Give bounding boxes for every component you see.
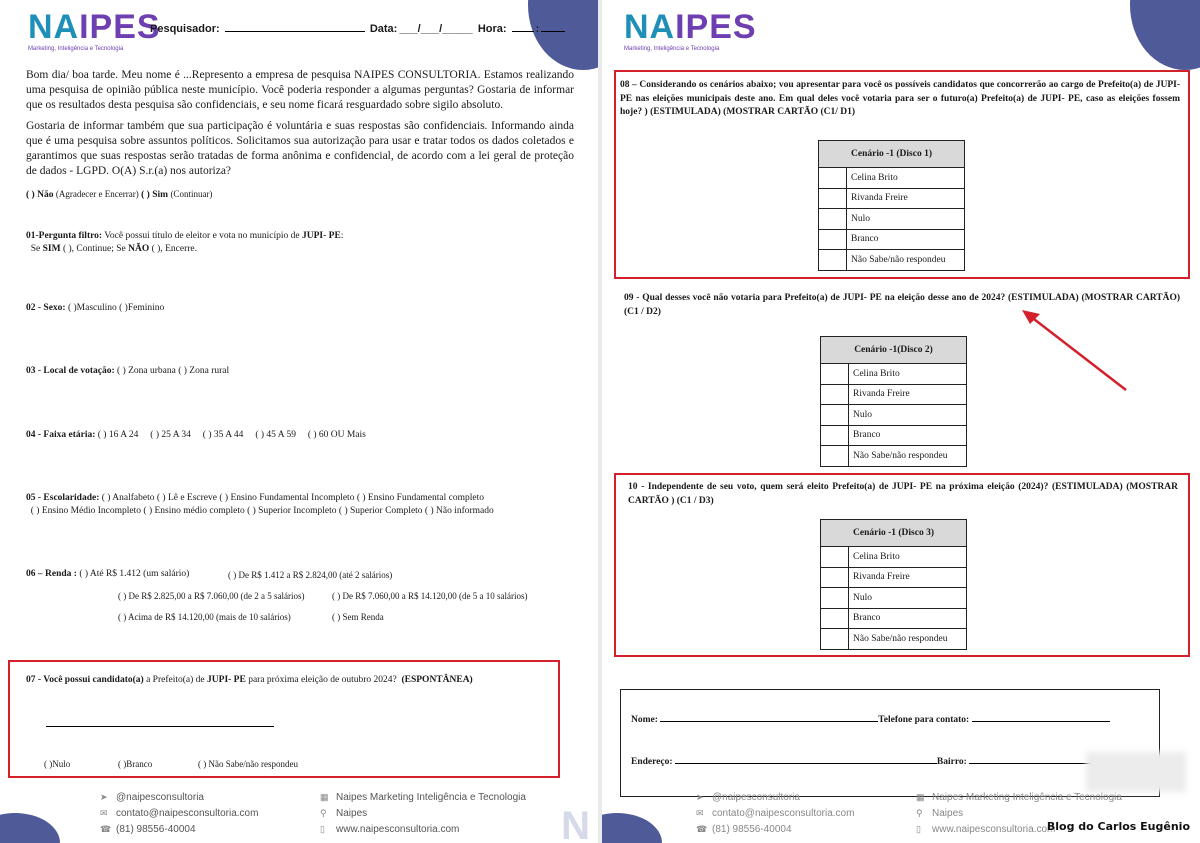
table-title: Cenário -1 (Disco 1) [819,141,965,168]
table-row[interactable]: Não Sabe/não respondeu [821,629,967,650]
consent-options [26,188,212,202]
naipes-logo: NAIPES Marketing, Inteligência e Tecnologia [624,8,757,52]
company-short: Naipes [336,808,368,819]
send-icon: ➤ [100,792,108,802]
building-icon: ▦ [916,792,925,802]
phone-icon: ☎ [100,824,112,834]
address-label: Endereço: [631,757,673,767]
pin-icon: ⚲ [320,808,327,818]
question-10: 10 - Independente de seu voto, quem será eleito Prefeito(a) de JUPI- PE na próxima eleição (2024)? (ESTIMULADA) (MOSTRAR CARTÃO ) (C1 / D3) [628,482,1178,506]
decorative-circle [528,0,598,70]
table-title: Cenário -1(Disco 2) [821,337,967,364]
scenario-table-disco-3 [820,519,967,650]
q07-option-nulo[interactable]: ( )Nulo [44,759,71,769]
respondent-contact-box [620,689,1160,797]
email-address: contato@naipesconsultoria.com [116,808,259,819]
table-row[interactable]: Não Sabe/não respondeu [821,446,967,467]
income-option[interactable]: ( ) Até R$ 1.412 (um salário) [79,569,190,579]
red-arrow-annotation [1020,308,1130,394]
age-option[interactable]: ( ) 35 A 44 [202,430,244,440]
table-row[interactable]: Celina Brito [821,364,967,385]
globe-icon: ▯ [320,824,325,834]
footer-contacts: ➤ @naipesconsultoria ✉ contato@naipesconsultoria.com ☎ (81) 98556-40004 [696,789,854,837]
phone-field[interactable] [972,712,1110,722]
table-row[interactable]: Branco [819,229,965,250]
consent-yes-option[interactable]: ( ) Sim (Continuar) [141,189,213,200]
pin-icon: ⚲ [916,808,923,818]
pesquisador-field[interactable] [225,22,365,32]
website: www.naipesconsultoria.com [336,824,460,835]
question-06: 06 – Renda : ( ) Até R$ 1.412 (um salário) [26,569,190,579]
table-row[interactable]: Branco [821,608,967,629]
send-icon: ➤ [696,792,704,802]
phone-label: Telefone para contato: [878,715,970,725]
decorative-circle [602,813,662,843]
questionnaire-page-1 [0,0,598,843]
question-03: 03 - Local de votação: ( ) Zona urbana ( ) Zona rural [26,366,230,376]
pesquisador-label: Pesquisador: [150,23,220,35]
consent-no-option[interactable]: ( ) Não (Agradecer e Encerrar) [26,189,139,200]
globe-icon: ▯ [916,824,921,834]
scenario-table-disco-1 [818,140,965,271]
income-option[interactable]: ( ) Sem Renda [332,612,384,622]
logo-subtitle: Marketing, Inteligência e Tecnologia [28,46,124,52]
consent-paragraph: Gostaria de informar também que sua participação é voluntária e suas respostas são confidenciais. Informando ainda que é uma pesquisa sobre assuntos políticos. Solicitamos sua autorização para usar e tratar todos os dados coletados e garantimos que suas respostas serão tratadas de forma anônima e confidencial, de acordo com a lei geral de proteção de dados - LGPD. O(A) S.r.(a) nos autoriza? [26,120,574,177]
naipes-logo: NAIPES Marketing, Inteligência e Tecnologia [28,8,161,52]
watermark-logo: N [561,804,590,843]
age-option[interactable]: ( ) 25 A 34 [150,430,191,440]
name-field[interactable] [660,712,878,722]
question-04: 04 - Faixa etária: ( ) 16 A 24 ( ) 25 A 34 ( ) 35 A 44 ( ) 45 A 59 ( ) 60 OU Mais [26,430,366,440]
table-title: Cenário -1 (Disco 3) [821,520,967,547]
table-row[interactable]: Rivanda Freire [819,188,965,209]
table-row[interactable]: Rivanda Freire [821,567,967,588]
table-row[interactable]: Celina Brito [821,547,967,568]
footer-contacts [100,789,258,837]
address-field[interactable] [675,754,937,764]
question-02: 02 - Sexo: ( )Masculino ( )Feminino [26,303,165,313]
blog-credit-watermark: Blog do Carlos Eugênio [1046,820,1190,833]
neighborhood-label: Bairro: [936,757,967,767]
hora-field-h[interactable] [512,22,534,32]
blurred-area [1086,752,1186,792]
phone-number: (81) 98556-40004 [116,824,196,835]
education-options-row2[interactable]: ( ) Ensino Médio Incompleto ( ) Ensino médio completo ( ) Superior Incompleto ( ) Superior Completo ( ) Não informado [30,506,494,516]
q07-option-branco[interactable]: ( )Branco [118,759,153,769]
age-option[interactable]: ( ) 16 A 24 [97,430,139,440]
table-row[interactable]: Celina Brito [819,168,965,189]
question-01: 01-Pergunta filtro: Você possui título de eleitor e vota no município de JUPI- PE: Se SIM ( ), Continue; Se NÃO ( ), Encerre. [26,231,344,254]
decorative-circle [0,813,60,843]
survey-header-fields: Pesquisador: Data: ___/___/_____ Hora: : [150,22,567,35]
instagram-handle: @naipesconsultoria [116,792,204,803]
question-08: 08 – Considerando os cenários abaixo; vou apresentar para você os possíveis candidatos que concorrerão ao cargo de Prefeito(a) de JUPI- PE nas eleições municipais deste ano. Em qual deles você votaria para ser o futuro(a) Prefeito(a) de JUPI- PE, caso as eleições fossem hoje? ) (ESTIMULADA) (MOSTRAR CARTÃO (C1/ D1) [620,80,1180,117]
table-row[interactable]: Nulo [821,405,967,426]
table-row[interactable]: Nulo [821,588,967,609]
scenario-table-disco-2 [820,336,967,467]
data-label: Data: [369,23,398,35]
neighborhood-field[interactable] [969,754,1101,764]
education-options-row1[interactable]: ( ) Analfabeto ( ) Lê e Escreve ( ) Ensino Fundamental Incompleto ( ) Ensino Fundamental completo [101,493,484,503]
sex-options[interactable]: ( )Masculino ( )Feminino [67,303,165,313]
age-option[interactable]: ( ) 60 OU Mais [307,430,366,440]
company-name: Naipes Marketing Inteligência e Tecnologia [336,792,526,803]
voting-location-options[interactable]: ( ) Zona urbana ( ) Zona rural [117,366,230,376]
logo-subtitle: Marketing, Inteligência e Tecnologia [624,46,720,52]
footer-company: ▦ Naipes Marketing Inteligência e Tecnologia ⚲ Naipes ▯ www.naipesconsultoria.com [916,789,1122,837]
question-05: 05 - Escolaridade: ( ) Analfabeto ( ) Lê e Escreve ( ) Ensino Fundamental Incompleto ( ) Ensino Fundamental completo ( ) Ensino Médio Incompleto ( ) Ensino médio completo ( ) Superior Incompleto ( ) Superior Completo ( ) Não informado [26,493,494,516]
income-option[interactable]: ( ) De R$ 1.412 a R$ 2.824,00 (até 2 salários) [228,570,393,580]
name-label: Nome: [631,715,658,725]
table-row[interactable]: Nulo [819,209,965,230]
table-row[interactable]: Branco [821,425,967,446]
question-09: 09 - Qual desses você não votaria para Prefeito(a) de JUPI- PE na eleição desse ano de 2024? (ESTIMULADA) (MOSTRAR CARTÃO) (C1 / D2) [624,293,1180,317]
income-option[interactable]: ( ) De R$ 7.060,00 a R$ 14.120,00 (de 5 a 10 salários) [332,591,528,601]
table-row[interactable]: Rivanda Freire [821,384,967,405]
hora-label: Hora: [477,23,507,35]
building-icon: ▦ [320,792,329,802]
email-icon: ✉ [100,808,108,818]
email-icon: ✉ [696,808,704,818]
footer-company [320,789,526,837]
questionnaire-page-2 [602,0,1200,843]
q07-option-nao-sabe[interactable]: ( ) Não Sabe/não respondeu [198,759,298,769]
decorative-circle [1130,0,1200,70]
phone-icon: ☎ [696,824,708,834]
q07-answer-line[interactable] [46,726,274,727]
income-option[interactable]: ( ) Acima de R$ 14.120,00 (mais de 10 salários) [118,612,291,622]
data-field[interactable]: ___/___/_____ [399,23,473,35]
table-row[interactable]: Não Sabe/não respondeu [819,250,965,271]
income-option[interactable]: ( ) De R$ 2.825,00 a R$ 7.060,00 (de 2 a 5 salários) [118,591,305,601]
intro-paragraph: Bom dia/ boa tarde. Meu nome é ...Represento a empresa de pesquisa NAIPES CONSULTORIA. Estamos realizando uma pesquisa de opinião pública neste município. Você poderia responder a algumas perguntas? Gostaria de informar que os resultados desta pesquisa são confidenciais, e seu nome ficará resguardado sobre sigilo absoluto. [26,69,574,111]
hora-field-m[interactable] [541,22,565,32]
question-07: 07 - Você possui candidato(a) a Prefeito(a) de JUPI- PE para próxima eleição de outubro 2024? (ESPONTÂNEA) [26,675,473,685]
age-option[interactable]: ( ) 45 A 59 [255,430,296,440]
